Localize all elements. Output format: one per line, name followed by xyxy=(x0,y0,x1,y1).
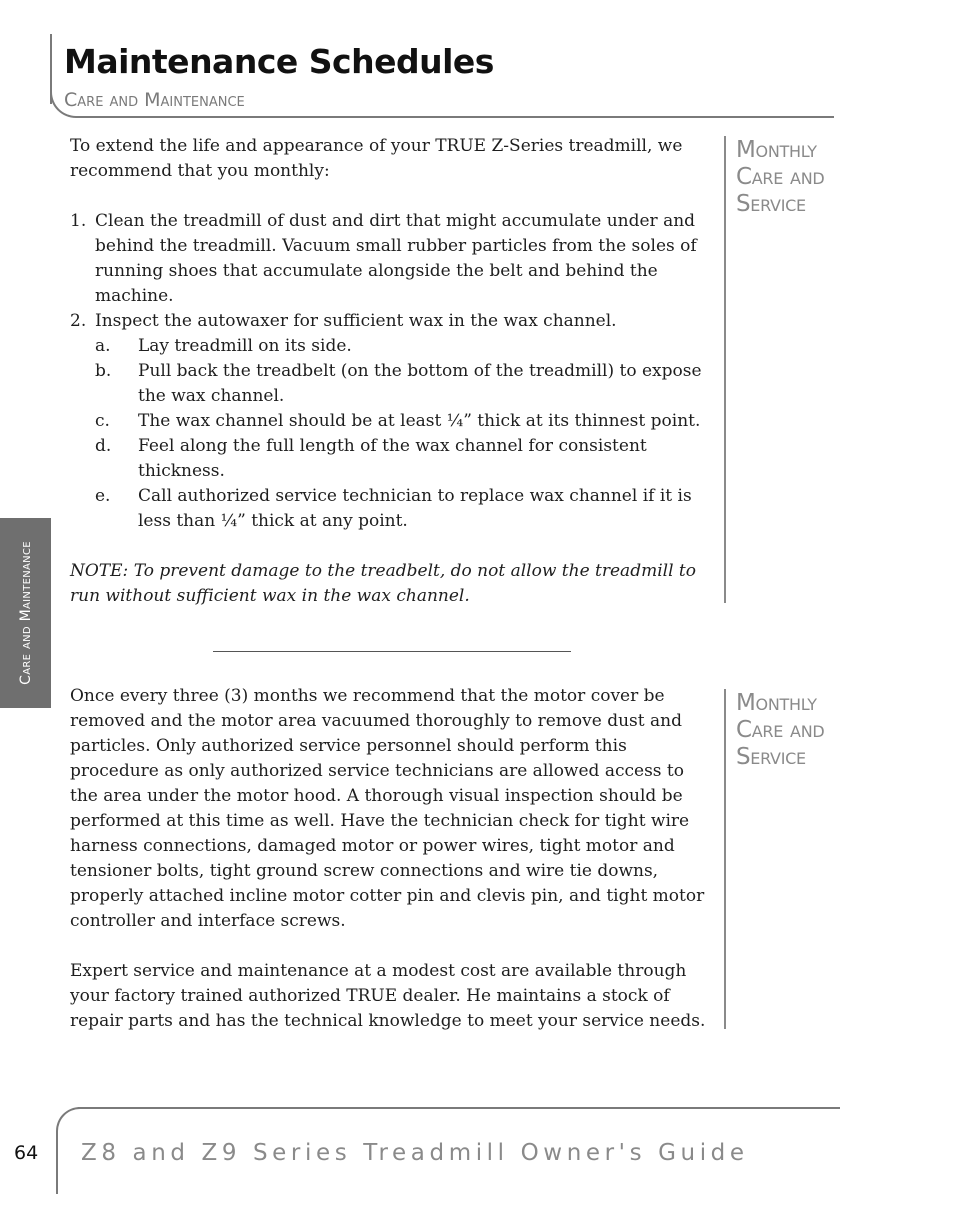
footer-corner-curve xyxy=(56,1107,82,1135)
sublist-letter: c. xyxy=(95,411,110,431)
page-subtitle: Care and Maintenance xyxy=(64,89,245,111)
sublist-letter: d. xyxy=(95,436,112,456)
side-heading-line: Service xyxy=(736,191,806,217)
body-paragraph: Expert service and maintenance at a modest cost are available through your factory trained authorized TRUE dealer. He maintains a stock of repair parts and has the technical knowledge to meet your service needs. xyxy=(70,961,706,1031)
body-paragraph: Once every three (3) months we recommend that the motor cover be removed and the motor area vacuumed thoroughly to remove dust and particles. Only authorized service personnel should perform this procedure as only authorized service technicians are allowed access to the area under the motor hood. A thorough visual inspection should be performed at this time as well. Have the technician check for tight wire harness connections, damaged motor or power wires, tight motor and tensioner bolts, tight ground screw connections and wire tie downs, properly attached incline motor cotter pin and clevis pin, and tight motor controller and interface screws. xyxy=(70,686,705,931)
sublist-letter: b. xyxy=(95,361,112,381)
side-heading xyxy=(736,690,866,771)
side-heading xyxy=(736,137,866,218)
side-heading-line: Care and xyxy=(736,164,825,190)
list-number: 2. xyxy=(70,311,87,331)
page-title: Maintenance Schedules xyxy=(64,42,494,81)
sublist-item-text: Lay treadmill on its side. xyxy=(138,336,352,356)
header-horizontal-rule xyxy=(78,116,834,118)
note-text: NOTE: To prevent damage to the treadbelt, do not allow the treadmill to run without sufficient wax in the wax channel. xyxy=(70,561,696,606)
list-item-text: Inspect the autowaxer for sufficient wax in the wax channel. xyxy=(95,311,617,331)
sublist-item-text: Feel along the full length of the wax channel for consistent thickness. xyxy=(138,436,647,481)
footer-title: Z8 and Z9 Series Treadmill Owner's Guide xyxy=(81,1140,749,1166)
sublist-item-text: Call authorized service technician to replace wax channel if it is less than ¼” thick at any point. xyxy=(138,486,692,531)
side-heading-line: Monthly xyxy=(736,137,817,163)
section-separator xyxy=(213,651,571,652)
side-heading-line: Service xyxy=(736,744,806,770)
footer-horizontal-rule xyxy=(78,1107,840,1109)
section-divider-bar xyxy=(724,689,726,1029)
side-heading-line: Care and xyxy=(736,717,825,743)
section-tab xyxy=(0,518,51,708)
sublist-letter: a. xyxy=(95,336,111,356)
list-number: 1. xyxy=(70,211,87,231)
sublist-item-text: The wax channel should be at least ¼” thick at its thinnest point. xyxy=(138,411,701,431)
footer-vertical-rule xyxy=(56,1132,58,1194)
list-item-text: Clean the treadmill of dust and dirt that might accumulate under and behind the treadmill. Vacuum small rubber particles from the soles of running shoes that accumulate alongside the belt and behind the machine. xyxy=(95,211,697,306)
side-heading-line: Monthly xyxy=(736,690,817,716)
sublist-item-text: Pull back the treadbelt (on the bottom of the treadmill) to expose the wax channel. xyxy=(138,361,702,406)
page-number: 64 xyxy=(14,1142,39,1164)
section-divider-bar xyxy=(724,136,726,603)
sublist-letter: e. xyxy=(95,486,111,506)
section-tab-label: Care and Maintenance xyxy=(17,541,34,685)
intro-paragraph: To extend the life and appearance of your TRUE Z-Series treadmill, we recommend that you monthly: xyxy=(70,136,683,181)
